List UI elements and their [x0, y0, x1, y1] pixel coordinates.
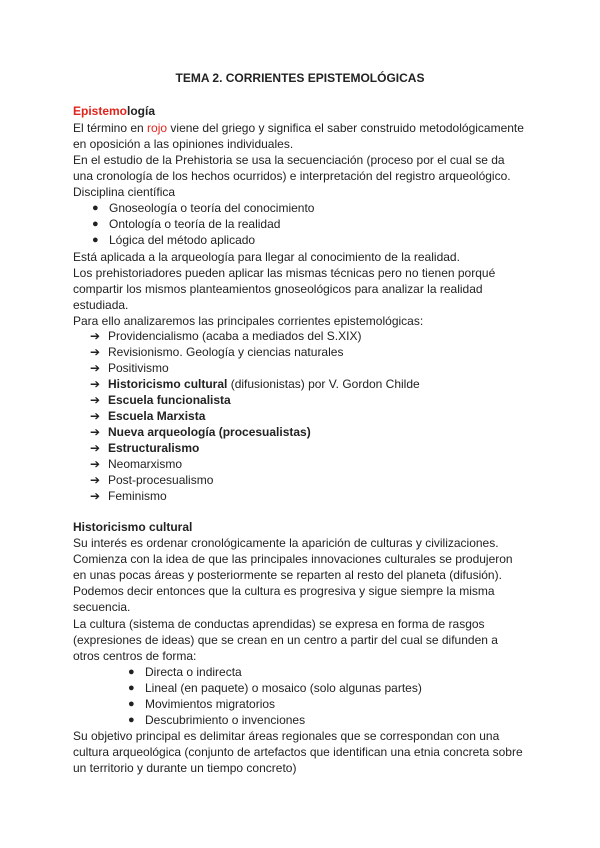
list-item-text: Revisionismo. Geología y ciencias naturales	[108, 345, 344, 359]
arrow-icon: ➔	[90, 473, 101, 487]
list-item-text: Positivismo	[108, 361, 169, 375]
paragraph-line: Comienza con la idea de que las principales innovaciones culturales se produjeron	[73, 552, 513, 566]
arrow-icon: ➔	[90, 345, 101, 359]
bullet-dot-icon: ●	[128, 682, 135, 694]
paragraph-line: (expresiones de ideas) que se crean en un centro a partir del cual se difunden a	[73, 633, 498, 647]
list-item	[128, 712, 306, 728]
paragraph-line: Los prehistoriadores pueden aplicar las mismas técnicas pero no tienen porqué	[73, 266, 496, 280]
paragraph-line: En el estudio de la Prehistoria se usa la secuenciación (proceso por el cual se da	[73, 153, 505, 167]
section-heading-historicismo: Historicismo cultural	[73, 520, 193, 534]
text-span: El término en	[73, 121, 148, 135]
list-item-text: Feminismo	[108, 489, 167, 503]
paragraph-line: en oposición a las opiniones individuales.	[73, 137, 294, 151]
arrow-icon: ➔	[90, 457, 101, 471]
arrow-icon: ➔	[90, 393, 101, 407]
list-item-bold: Escuela funcionalista	[108, 393, 231, 407]
list-item-bold: Escuela Marxista	[108, 409, 206, 423]
list-item	[90, 488, 167, 504]
list-item-text: Providencialismo (acaba a mediados del S.XIX)	[108, 329, 362, 343]
list-item-text: Movimientos migratorios	[145, 697, 276, 711]
list-item-bold: Estructuralismo	[108, 441, 200, 455]
arrow-icon: ➔	[90, 377, 101, 391]
list-item	[128, 680, 422, 696]
list-item-text: Post-procesualismo	[108, 473, 214, 487]
paragraph-line: Está aplicada a la arqueología para llegar al conocimiento de la realidad.	[73, 250, 460, 264]
list-item-bold: Historicismo cultural	[108, 377, 228, 391]
list-item-text: Lógica del método aplicado	[109, 233, 256, 247]
list-item	[90, 328, 362, 344]
arrow-icon: ➔	[90, 361, 101, 375]
list-item	[90, 408, 206, 424]
list-item	[90, 456, 183, 472]
list-item	[92, 200, 315, 216]
paragraph-line: otros centros de forma:	[73, 649, 197, 663]
paragraph-line: La cultura (sistema de conductas aprendidas) se expresa en forma de rasgos	[73, 617, 485, 631]
list-item	[90, 376, 420, 392]
bullet-dot-icon: ●	[128, 698, 135, 710]
paragraph-line	[73, 120, 524, 136]
heading-rest-part: logía	[127, 104, 156, 118]
list-item-text: Neomarxismo	[108, 457, 183, 471]
list-item-text: Gnoseología o teoría del conocimiento	[109, 201, 315, 215]
paragraph-line: Disciplina científica	[73, 185, 176, 199]
paragraph-line: Para ello analizaremos las principales corrientes epistemológicas:	[73, 314, 424, 328]
list-item	[92, 232, 256, 248]
list-item-text: Descubrimiento o invenciones	[145, 713, 306, 727]
bullet-dot-icon: ●	[92, 202, 99, 214]
paragraph-line: Su objetivo principal es delimitar áreas regionales que se correspondan con una	[73, 729, 500, 743]
arrow-icon: ➔	[90, 329, 101, 343]
paragraph-line: un territorio y durante un tiempo concreto)	[73, 761, 297, 775]
arrow-icon: ➔	[90, 409, 101, 423]
bullet-dot-icon: ●	[92, 218, 99, 230]
list-item	[90, 360, 169, 376]
paragraph-line: Podemos decir entonces que la cultura es progresiva y sigue siempre la misma	[73, 584, 495, 598]
paragraph-line: secuencia.	[73, 600, 131, 614]
heading-red-part: Epistemo	[73, 104, 128, 118]
paragraph-line: una cronología de los hechos ocurridos) e interpretación del registro arqueológico.	[73, 169, 511, 183]
paragraph-line: Su interés es ordenar cronológicamente la aparición de culturas y civilizaciones.	[73, 536, 499, 550]
list-item	[90, 440, 200, 456]
list-item-text: Lineal (en paquete) o mosaico (solo algunas partes)	[145, 681, 422, 695]
bullet-dot-icon: ●	[128, 666, 135, 678]
arrow-icon: ➔	[90, 441, 101, 455]
arrow-icon: ➔	[90, 425, 101, 439]
bullet-dot-icon: ●	[128, 714, 135, 726]
text-span: viene del griego y significa el saber construido metodológicamente	[167, 121, 524, 135]
list-item	[90, 392, 231, 408]
list-item	[128, 696, 276, 712]
list-item-text: Directa o indirecta	[145, 665, 242, 679]
list-item	[92, 216, 281, 232]
paragraph-line: en unas pocas áreas y posteriormente se reparten al resto del planeta (difusión).	[73, 568, 502, 582]
page-title: TEMA 2. CORRIENTES EPISTEMOLÓGICAS	[175, 71, 425, 85]
list-item-text: (difusionistas) por V. Gordon Childe	[227, 377, 420, 391]
list-item	[90, 472, 214, 488]
paragraph-line: compartir los mismos planteamientos gnoseológicos para analizar la realidad	[73, 282, 483, 296]
list-item-bold: Nueva arqueología (procesualistas)	[108, 425, 311, 439]
bullet-dot-icon: ●	[92, 234, 99, 246]
arrow-icon: ➔	[90, 489, 101, 503]
red-word: rojo	[147, 121, 168, 135]
list-item-text: Ontología o teoría de la realidad	[109, 217, 281, 231]
list-item	[128, 664, 242, 680]
list-item	[90, 424, 311, 440]
paragraph-line: cultura arqueológica (conjunto de artefactos que identifican una etnia concreta sobre	[73, 745, 523, 759]
list-item	[90, 344, 344, 360]
paragraph-line: estudiada.	[73, 298, 129, 312]
section-heading-epistemologia	[73, 103, 155, 119]
